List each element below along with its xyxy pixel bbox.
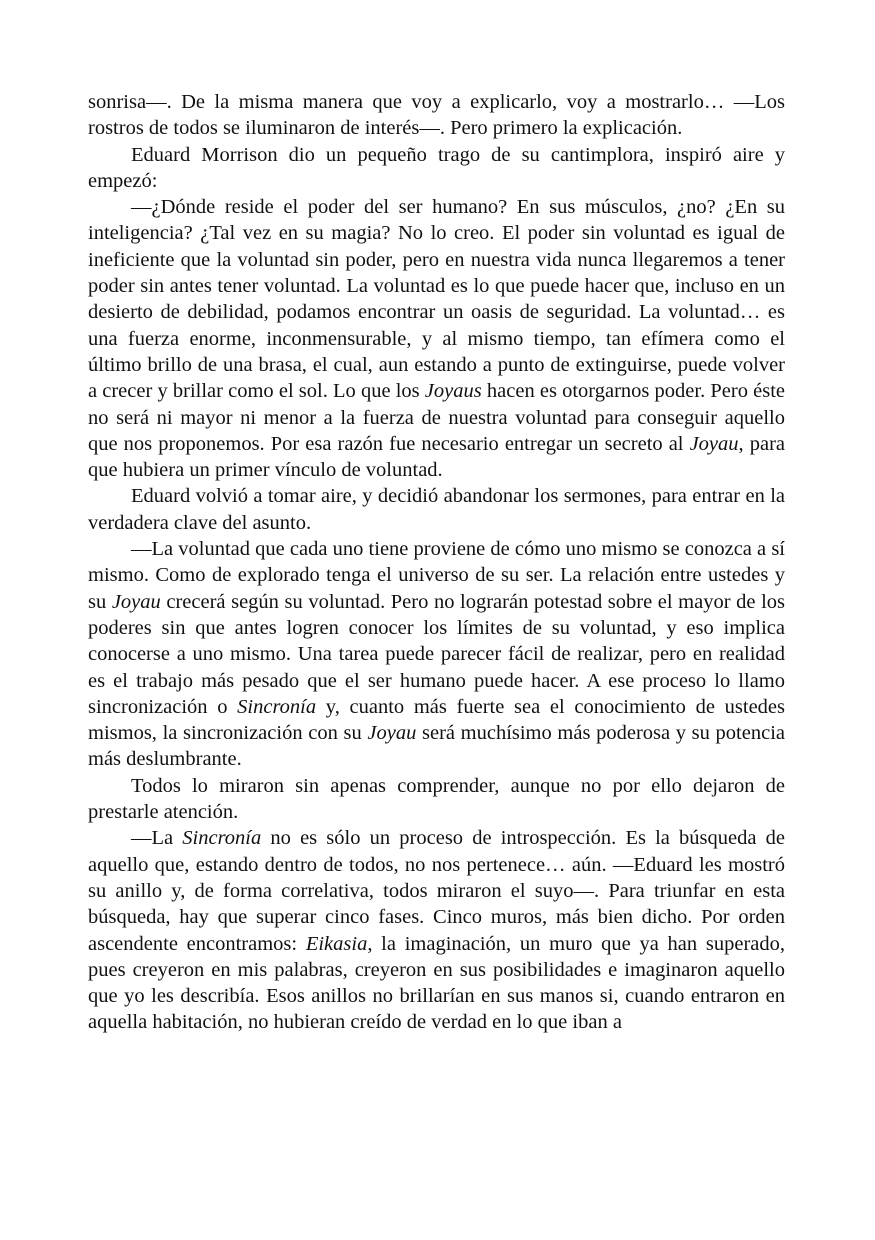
text-run: —La <box>131 827 183 850</box>
paragraph <box>88 483 785 536</box>
text-run: y, cuanto más fuerte sea el conocimiento de ustedes mismos, la sincronización con su <box>88 695 785 745</box>
italic-text: Joyau <box>111 590 161 613</box>
italic-text: Eikasia <box>305 932 368 955</box>
paragraph <box>88 773 785 826</box>
text-run: crecerá según su voluntad. Pero no lograrán potestad sobre el mayor de los poderes sin que antes logren conocer los límites de su voluntad, y eso implica conocerse a uno mismo. Una tarea puede parecer fácil de realizar, pero en realidad es el trabajo más pesado que el ser humano puede hacer. A ese proceso lo llamo sincronización o <box>88 590 785 718</box>
paragraph <box>88 536 785 773</box>
italic-text: Joyaus <box>424 380 482 403</box>
text-run: Eduard Morrison dio un pequeño trago de su cantimplora, inspiró aire y empezó: <box>88 143 785 192</box>
italic-text: Sincronía <box>182 827 262 850</box>
text-run: no es sólo un proceso de introspección. Es la búsqueda de aquello que, estando dentro de todos, no nos pertenece… aún. —Eduard les mostró su anillo y, de forma correlativa, todos miraron el suyo—. Para triunfar en esta búsqueda, hay que superar cinco fases. Cinco muros, más bien dicho. Por orden ascendente encontramos: <box>88 827 785 955</box>
italic-text: Joyau <box>367 722 417 745</box>
paragraph <box>88 194 785 483</box>
paragraph <box>88 825 785 1035</box>
paragraph <box>88 142 785 195</box>
text-run: , para que hubiera un primer vínculo de voluntad. <box>88 432 785 482</box>
text-run: será muchísimo más poderosa y su potencia más deslumbrante. <box>88 722 785 771</box>
italic-text: Sincronía <box>237 695 317 718</box>
text-run: Todos lo miraron sin apenas comprender, aunque no por ello dejaron de prestarle atención. <box>88 774 785 824</box>
text-run: , la imaginación, un muro que ya han superado, pues creyeron en mis palabras, creyeron en sus posibilidades e imaginaron aquello que yo les describía. Esos anillos no brillarían en sus manos si, cuando entraron en aquella habitación, no hubieran creído de verdad en lo que iban a <box>88 932 785 1034</box>
text-run: —¿Dónde reside el poder del ser humano? En sus músculos, ¿no? ¿En su inteligencia? ¿Tal vez en su magia? No lo creo. El poder sin voluntad es igual de ineficiente que la voluntad sin poder, pero en nuestra vida nunca llegaremos a tener poder sin antes tener voluntad. La voluntad es lo que puede hacer que, incluso en un desierto de debilidad, podamos encontrar un oasis de seguridad. La voluntad… es una fuerza enorme, inconmensurable, y al mismo tiempo, tan efímera como el último brillo de una brasa, el cual, aun estando a punto de extinguirse, puede volver a crecer y brillar como el sol. Lo que los <box>88 196 785 403</box>
paragraph <box>88 89 785 142</box>
text-run: Eduard volvió a tomar aire, y decidió abandonar los sermones, para entrar en la verdadera clave del asunto. <box>88 485 785 534</box>
book-page <box>88 89 785 1036</box>
text-run: hacen es otorgarnos poder. Pero éste no será ni mayor ni menor a la fuerza de nuestra voluntad para conseguir aquello que nos proponemos. Por esa razón fue necesario entregar un secreto al <box>88 380 786 455</box>
text-run: —La voluntad que cada uno tiene proviene de cómo uno mismo se conozca a sí mismo. Como de explorado tenga el universo de su ser. La relación entre ustedes y su <box>88 538 785 613</box>
text-run: sonrisa—. De la misma manera que voy a explicarlo, voy a mostrarlo… —Los rostros de todos se iluminaron de interés—. Pero primero la explicación. <box>88 91 785 140</box>
italic-text: Joyau <box>689 432 739 455</box>
